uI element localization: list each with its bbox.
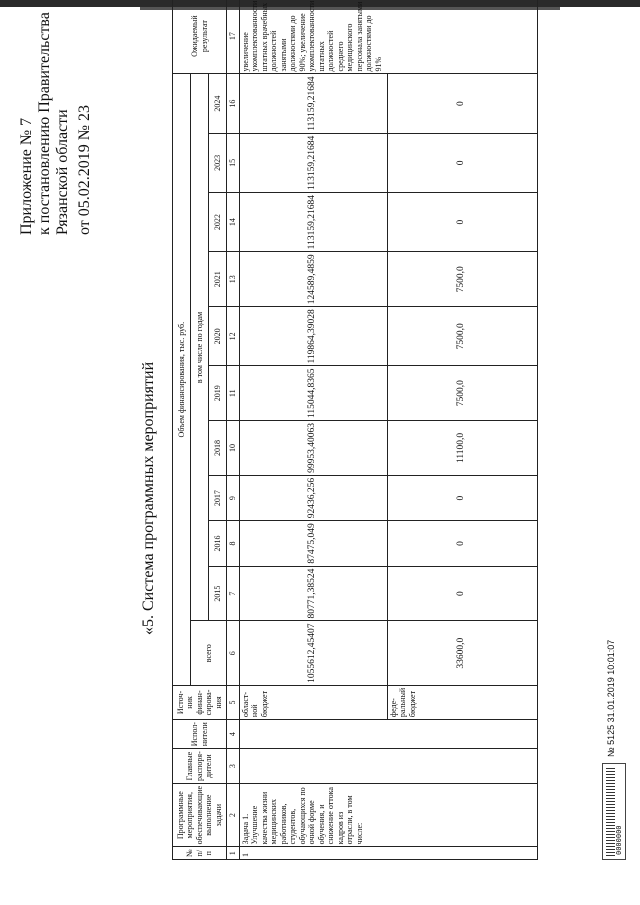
column-number: 10 [227,421,240,476]
col-managers-header: Главные распоря-дители [173,749,227,784]
section-title: «5. Система программных мероприятий [140,361,157,635]
year-header: 2022 [209,193,227,252]
year-value: 87475,049 [239,521,387,566]
header-line: Рязанской области [54,109,71,235]
year-header: 2023 [209,133,227,192]
col-no-header: № п/п [173,847,227,860]
year-value: 0 [387,475,537,520]
executors-cell [239,720,537,749]
column-number: 2 [227,783,240,846]
year-header: 2017 [209,475,227,520]
year-value: 0 [387,566,537,621]
expected-result: увеличение укомплектованности штатных врачебных должностей занятыми должностями до 90%; увеличение укомплектованности штатных должностей среднего медицинского персонала занятыми должностями до 91% [239,0,537,74]
header-line: к постановлению Правительства [36,12,53,235]
barcode-number: 0000000 [615,825,623,855]
header-line: от 05.02.2019 № 23 [76,104,93,235]
year-value: 0 [387,521,537,566]
column-number: 13 [227,252,240,307]
year-header: 2019 [209,366,227,421]
header-line: Приложение № 7 [18,117,35,235]
column-number: 16 [227,74,240,133]
col-result-header: Ожидаемый результат [173,0,227,74]
column-number: 3 [227,749,240,784]
col-total-header: всего [191,621,227,685]
year-header: 2015 [209,566,227,621]
column-number: 6 [227,621,240,685]
column-number: 15 [227,133,240,192]
year-header: 2016 [209,521,227,566]
year-value: 7500,0 [387,252,537,307]
year-header: 2020 [209,307,227,366]
column-number: 1 [227,847,240,860]
year-value: 119864,39028 [239,307,387,366]
total-value: 1055612,45407 [239,621,387,685]
source-name: феде-ральный бюджет [387,685,537,719]
column-number: 4 [227,720,240,749]
col-executors-header: Испол-нители [173,720,227,749]
column-number: 11 [227,366,240,421]
managers-cell [239,749,537,784]
year-value: 0 [387,193,537,252]
program-measures-table [172,0,538,860]
barcode-stamp [602,763,626,860]
year-value: 99953,40063 [239,421,387,476]
column-number: 8 [227,521,240,566]
column-number: 5 [227,685,240,719]
year-value: 92436,256 [239,475,387,520]
year-header: 2021 [209,252,227,307]
year-value: 80771,38524 [239,566,387,621]
col-source-header: Источ-ник финан-сирова-ния [173,685,227,719]
year-value: 11100,0 [387,421,537,476]
col-by-years-header: в том числе по годам [191,74,209,621]
column-number: 7 [227,566,240,621]
year-value: 7500,0 [387,307,537,366]
year-value: 0 [387,74,537,133]
year-value: 113159,21684 [239,193,387,252]
column-number: 9 [227,475,240,520]
barcode [606,768,615,856]
column-number: 12 [227,307,240,366]
year-value: 124589,4859 [239,252,387,307]
year-value: 115044,8365 [239,366,387,421]
col-financing-header: Объем финансирования, тыс. руб. [173,74,191,685]
year-header: 2018 [209,421,227,476]
year-header: 2024 [209,74,227,133]
column-number: 14 [227,193,240,252]
source-name: област-ной бюджет [239,685,387,719]
table-row [239,0,387,860]
year-value: 113159,21684 [239,133,387,192]
measure-text: Задача 1. Улучшение качества жизни медицинских работников, студентов, обучающихся по очной форме обучения, и снижение оттока кадров из отрасли, в том числе: [239,783,537,846]
appendix-header [18,12,94,235]
year-value: 0 [387,133,537,192]
year-value: 113159,21684 [239,74,387,133]
total-value: 33600,0 [387,621,537,685]
year-value: 7500,0 [387,366,537,421]
col-measures-header: Программные мероприятия, обеспечивающие выполнение задачи [173,783,227,846]
scan-registration-mark: № 5125 31.01.2019 10:01:07 [606,639,616,757]
column-number: 17 [227,0,240,74]
row-number: 1 [239,847,537,860]
